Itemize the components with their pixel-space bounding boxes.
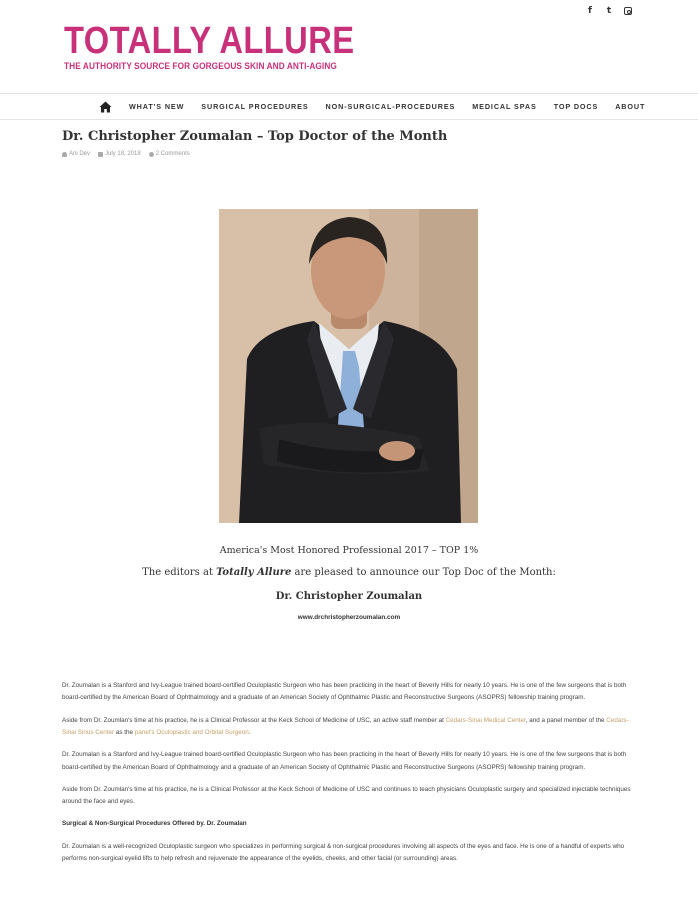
logo-tagline: THE AUTHORITY SOURCE FOR GORGEOUS SKIN AND ANTI-AGING xyxy=(64,61,337,71)
announcement xyxy=(0,567,698,578)
post-body xyxy=(62,680,638,875)
announce-prefix: The editors at xyxy=(142,567,217,578)
procedures-subheading: Surgical & Non-Surgical Procedures Offered by. Dr. Zoumalan xyxy=(62,820,247,828)
post-title: Dr. Christopher Zoumalan – Top Doctor of the Month xyxy=(62,129,448,144)
post-date: July 18, 2018 xyxy=(105,151,141,157)
social-links xyxy=(586,6,632,16)
site-header xyxy=(0,0,698,93)
body-paragraph: Aside from Dr. Zoumlan's time at his practice, he is a Clinical Professor at the Keck School of Medicine of USC, an active staff member at Cedars-Sinai Medical Center, and a panel member of the Cedars-Sinai Sinus Center as the panel's Oculoplastic and Orbital Surgeon. xyxy=(62,716,629,737)
announce-brand: Totally Allure xyxy=(216,567,292,578)
cedars-sinai-medical-center-link[interactable]: Cedars-Sinai Medical Center xyxy=(445,716,526,724)
body-paragraph: Dr. Zoumalan is a Stanford and Ivy-League trained board-certified Oculoplastic Surgeon who has been practicing in the heart of Beverly Hills for nearly 10 years. He is one of the few surgeons that is both board-certified by the American Board of Ophthalmology and a graduate of an American Society of Ophthalmic Plastic and Reconstructive Surgeons (ASOPRS) fellowship training program. xyxy=(62,751,627,771)
site-logo[interactable] xyxy=(64,20,355,74)
body-paragraph: Dr. Zoumalan is a well-recognized Oculoplastic surgeon who specializes in performing surgical & non-surgical procedures involving all aspects of the eyes and face. He is one of a handful of experts who performs non-surgical eyelid lifts to help refresh and rejuvenate the appearance of the eyelids, cheeks, and other facial (or surrounding) areas. xyxy=(62,842,625,863)
nav-item-whats-new[interactable]: WHAT'S NEW xyxy=(129,102,185,111)
main-nav xyxy=(0,93,698,120)
nav-item-non-surgical-procedures[interactable]: NON-SURGICAL-PROCEDURES xyxy=(325,102,456,111)
home-icon[interactable] xyxy=(99,101,112,113)
cedars-sinai-sinus-center-link[interactable]: Cedars-Sinai Sinus Center xyxy=(62,716,629,737)
post-comments-link[interactable]: 2 Comments xyxy=(155,151,190,157)
body-paragraph: Aside from Dr. Zoumlan's time at his practice, he is a Clinical Professor at the Keck School of Medicine of USC and continues to teach physicians Oculoplastic surgery and specialized injectable techniques around the face and eyes. xyxy=(62,785,631,806)
post-meta xyxy=(62,151,190,157)
facebook-icon[interactable]: f xyxy=(588,6,592,16)
user-icon xyxy=(62,152,67,157)
instagram-icon[interactable] xyxy=(624,7,632,15)
body-paragraph: Dr. Zoumalan is a Stanford and Ivy-League trained board-certified Oculoplastic Surgeon who has been practicing in the heart of Beverly Hills for nearly 10 years. He is one of the few surgeons that is both board-certified by the American Board of Ophthalmology and a graduate of an American Society of Ophthalmic Plastic and Reconstructive Surgeons (ASOPRS) fellowship training program. xyxy=(62,682,627,702)
nav-item-top-docs[interactable]: TOP DOCS xyxy=(553,102,599,111)
nav-item-surgical-procedures[interactable]: SURGICAL PROCEDURES xyxy=(201,102,309,111)
calendar-icon xyxy=(98,152,103,157)
twitter-icon[interactable]: t xyxy=(606,6,612,16)
announce-suffix: are pleased to announce our Top Doc of the Month: xyxy=(291,567,556,578)
nav-item-medical-spas[interactable]: MEDICAL SPAS xyxy=(472,102,537,111)
doctor-photo xyxy=(219,209,478,523)
comment-icon xyxy=(149,152,154,157)
award-caption: America's Most Honored Professional 2017 – TOP 1% xyxy=(219,545,479,556)
doctor-website-link[interactable]: www.drchristopherzoumalan.com xyxy=(297,614,401,621)
nav-item-about[interactable]: ABOUT xyxy=(615,102,646,111)
logo-title: TOTALLY ALLURE xyxy=(64,20,355,62)
oculoplastic-surgeon-link[interactable]: panel's Oculoplastic and Orbital Surgeon xyxy=(134,729,249,737)
doctor-name: Dr. Christopher Zoumalan xyxy=(275,591,423,602)
post-author[interactable]: Ani Dev xyxy=(69,151,91,157)
